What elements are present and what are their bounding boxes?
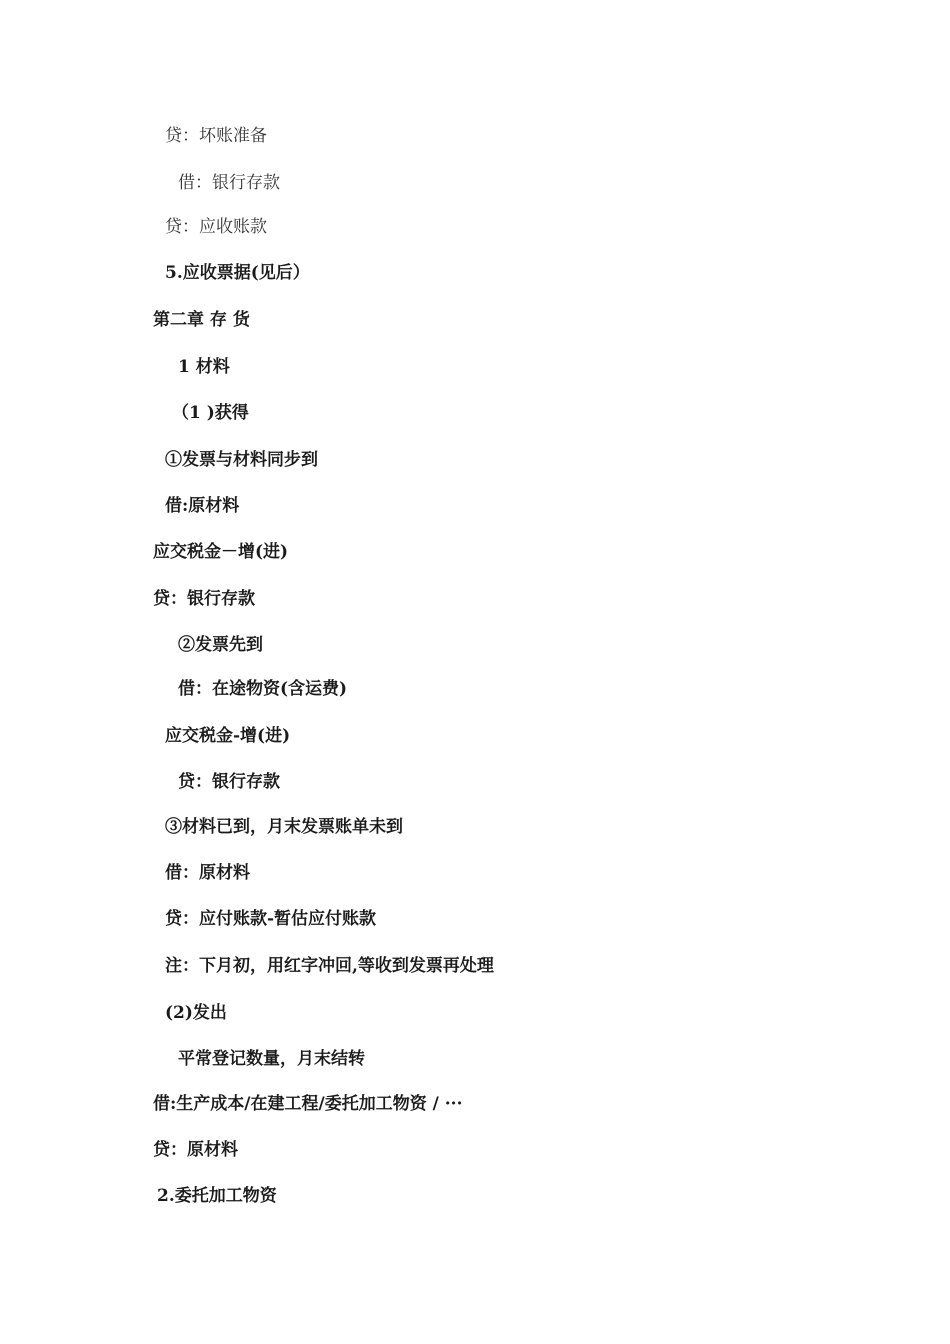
text-line: 贷：应付账款-暂估应付账款	[165, 909, 377, 929]
text-line: 借:生产成本/在建工程/委托加工物资 / ···	[153, 1094, 463, 1114]
text-line: 借：银行存款	[178, 173, 280, 193]
section-heading: 5.应收票据(见后）	[165, 263, 310, 283]
text-line: 平常登记数量，月末结转	[178, 1049, 365, 1069]
text-line: 贷：坏账准备	[165, 126, 267, 146]
text-line: 应交税金－增(进)	[153, 542, 289, 562]
text-line: 贷：银行存款	[153, 589, 255, 609]
text-line: 贷：银行存款	[178, 772, 280, 792]
text-line: 应交税金-增(进)	[165, 726, 291, 746]
text-line: 借：在途物资(含运费)	[178, 679, 348, 699]
text-line: 借：原材料	[165, 863, 250, 883]
subsection-heading: （1 )获得	[172, 403, 249, 423]
text-line: 贷：原材料	[153, 1140, 238, 1160]
section-heading: 2.委托加工物资	[157, 1186, 277, 1206]
text-line: ③材料已到，月末发票账单未到	[165, 817, 403, 837]
text-line: ②发票先到	[178, 635, 263, 655]
subsection-heading: (2)发出	[165, 1003, 227, 1023]
text-line: ①发票与材料同步到	[165, 450, 318, 470]
note-line: 注：下月初，用红字冲回,等收到发票再处理	[165, 956, 494, 976]
section-heading: 1 材料	[178, 357, 230, 377]
chapter-heading: 第二章 存 货	[153, 310, 250, 330]
text-line: 贷：应收账款	[165, 217, 267, 237]
text-line: 借:原材料	[165, 496, 240, 516]
